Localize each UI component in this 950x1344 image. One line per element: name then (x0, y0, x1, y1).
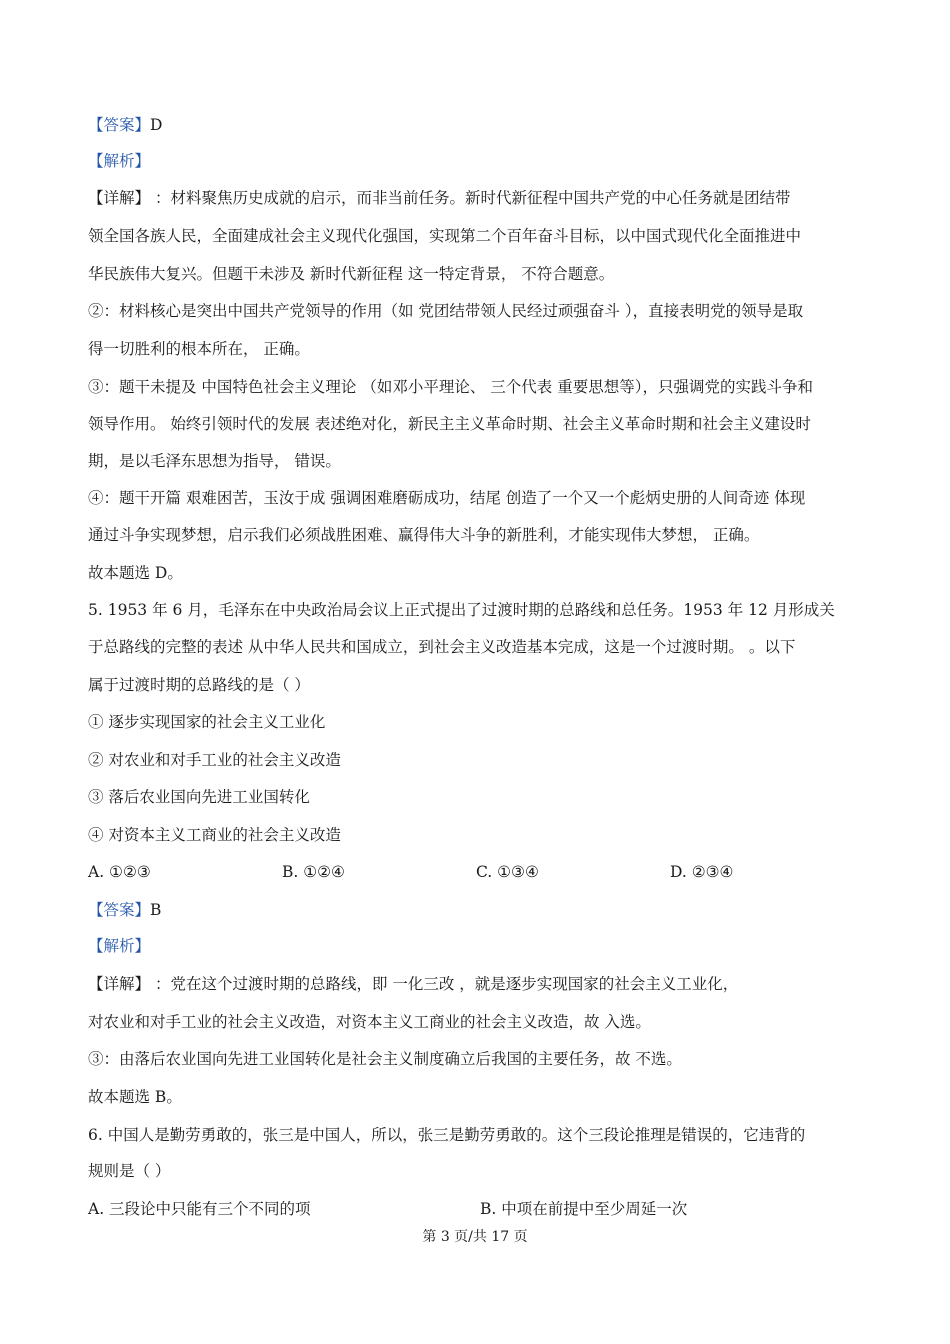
detail-line-2 (88, 974, 738, 994)
paragraph-line: 期，是以毛泽东思想为指导， 错误。 (88, 452, 341, 470)
answer-line-1 (88, 115, 162, 135)
question-5-stem: 属于过渡时期的总路线的是（ ） (88, 676, 310, 694)
answer-tag: 【答案】 (88, 901, 151, 919)
question-6-stem: 6. 中国人是勤劳勇敢的，张三是中国人，所以，张三是勤劳勇敢的。这个三段论推理是错误的，它违背的 (88, 1126, 806, 1144)
paragraph-line: 得一切胜利的根本所在， 正确。 (88, 340, 310, 358)
question-5-stem: 5. 1953 年 6 月，毛泽东在中央政治局会议上正式提出了过渡时期的总路线和总任务。1953 年 12 月形成关 (88, 601, 835, 619)
paragraph-line: ④：题干开篇 艰难困苦，玉汝于成 强调困难磨砺成功，结尾 创造了一个又一个彪炳史册的人间奇迹 体现 (88, 489, 806, 507)
paragraph-line: ③：由落后农业国向先进工业国转化是社会主义制度确立后我国的主要任务，故 不选。 (88, 1050, 682, 1068)
question-5-item: ④ 对资本主义工商业的社会主义改造 (88, 826, 341, 844)
question-5-item: ① 逐步实现国家的社会主义工业化 (88, 713, 326, 731)
detail-tag: 【详解】 (88, 189, 151, 207)
paragraph-line: 领导作用。 始终引领时代的发展 表述绝对化，新民主主义革命时期、社会主义革命时期和社会主义建设时 (88, 415, 811, 433)
paragraph-line: 对农业和对手工业的社会主义改造，对资本主义工商业的社会主义改造，故 入选。 (88, 1013, 651, 1031)
analysis-tag: 【解析】 (88, 152, 151, 170)
paragraph-line: 领全国各族人民，全面建成社会主义现代化强国，实现第二个百年奋斗目标，以中国式现代化全面推进中 (88, 227, 802, 245)
question-6-stem: 规则是（ ） (88, 1162, 171, 1180)
analysis-tag: 【解析】 (88, 937, 151, 955)
question-6-option-b: B. 中项在前提中至少周延一次 (480, 1200, 688, 1218)
question-5-option-d: D. ②③④ (670, 863, 734, 881)
question-5-option-b: B. ①②④ (282, 863, 345, 881)
paragraph-line: 通过斗争实现梦想，启示我们必须战胜困难、赢得伟大斗争的新胜利，才能实现伟大梦想， 正确。 (88, 526, 760, 544)
detail-text: ：材料聚焦历史成就的启示，而非当前任务。新时代新征程中国共产党的中心任务就是团结带 (150, 189, 791, 207)
page-number: 第 3 页/共 17 页 (422, 1229, 528, 1245)
question-5-option-a: A. ①②③ (88, 863, 151, 881)
detail-text: ：党在这个过渡时期的总路线，即 一化三改 ，就是逐步实现国家的社会主义工业化， (150, 975, 739, 993)
question-6-option-a: A. 三段论中只能有三个不同的项 (88, 1200, 311, 1218)
answer-line-2 (88, 900, 161, 920)
answer-value: D (150, 116, 163, 134)
answer-tag: 【答案】 (88, 116, 151, 134)
paragraph-line: 华民族伟大复兴。但题干未涉及 新时代新征程 这一特定背景， 不符合题意。 (88, 265, 615, 283)
question-5-item: ② 对农业和对手工业的社会主义改造 (88, 751, 341, 769)
detail-line-1 (88, 188, 790, 208)
conclusion-line: 故本题选 D。 (88, 564, 183, 582)
answer-value: B (150, 901, 162, 919)
question-5-stem: 于总路线的完整的表述 从中华人民共和国成立，到社会主义改造基本完成，这是一个过渡时期。 。以下 (88, 638, 796, 656)
conclusion-line: 故本题选 B。 (88, 1088, 182, 1106)
paragraph-line: ②：材料核心是突出中国共产党领导的作用（如 党团结带领人民经过顽强奋斗 ），直接表明党的领导是取 (88, 302, 804, 320)
question-5-item: ③ 落后农业国向先进工业国转化 (88, 788, 310, 806)
paragraph-line: ③：题干未提及 中国特色社会主义理论 （如邓小平理论、 三个代表 重要思想等），只强调党的实践斗争和 (88, 378, 813, 396)
detail-tag: 【详解】 (88, 975, 151, 993)
question-5-option-c: C. ①③④ (476, 863, 539, 881)
